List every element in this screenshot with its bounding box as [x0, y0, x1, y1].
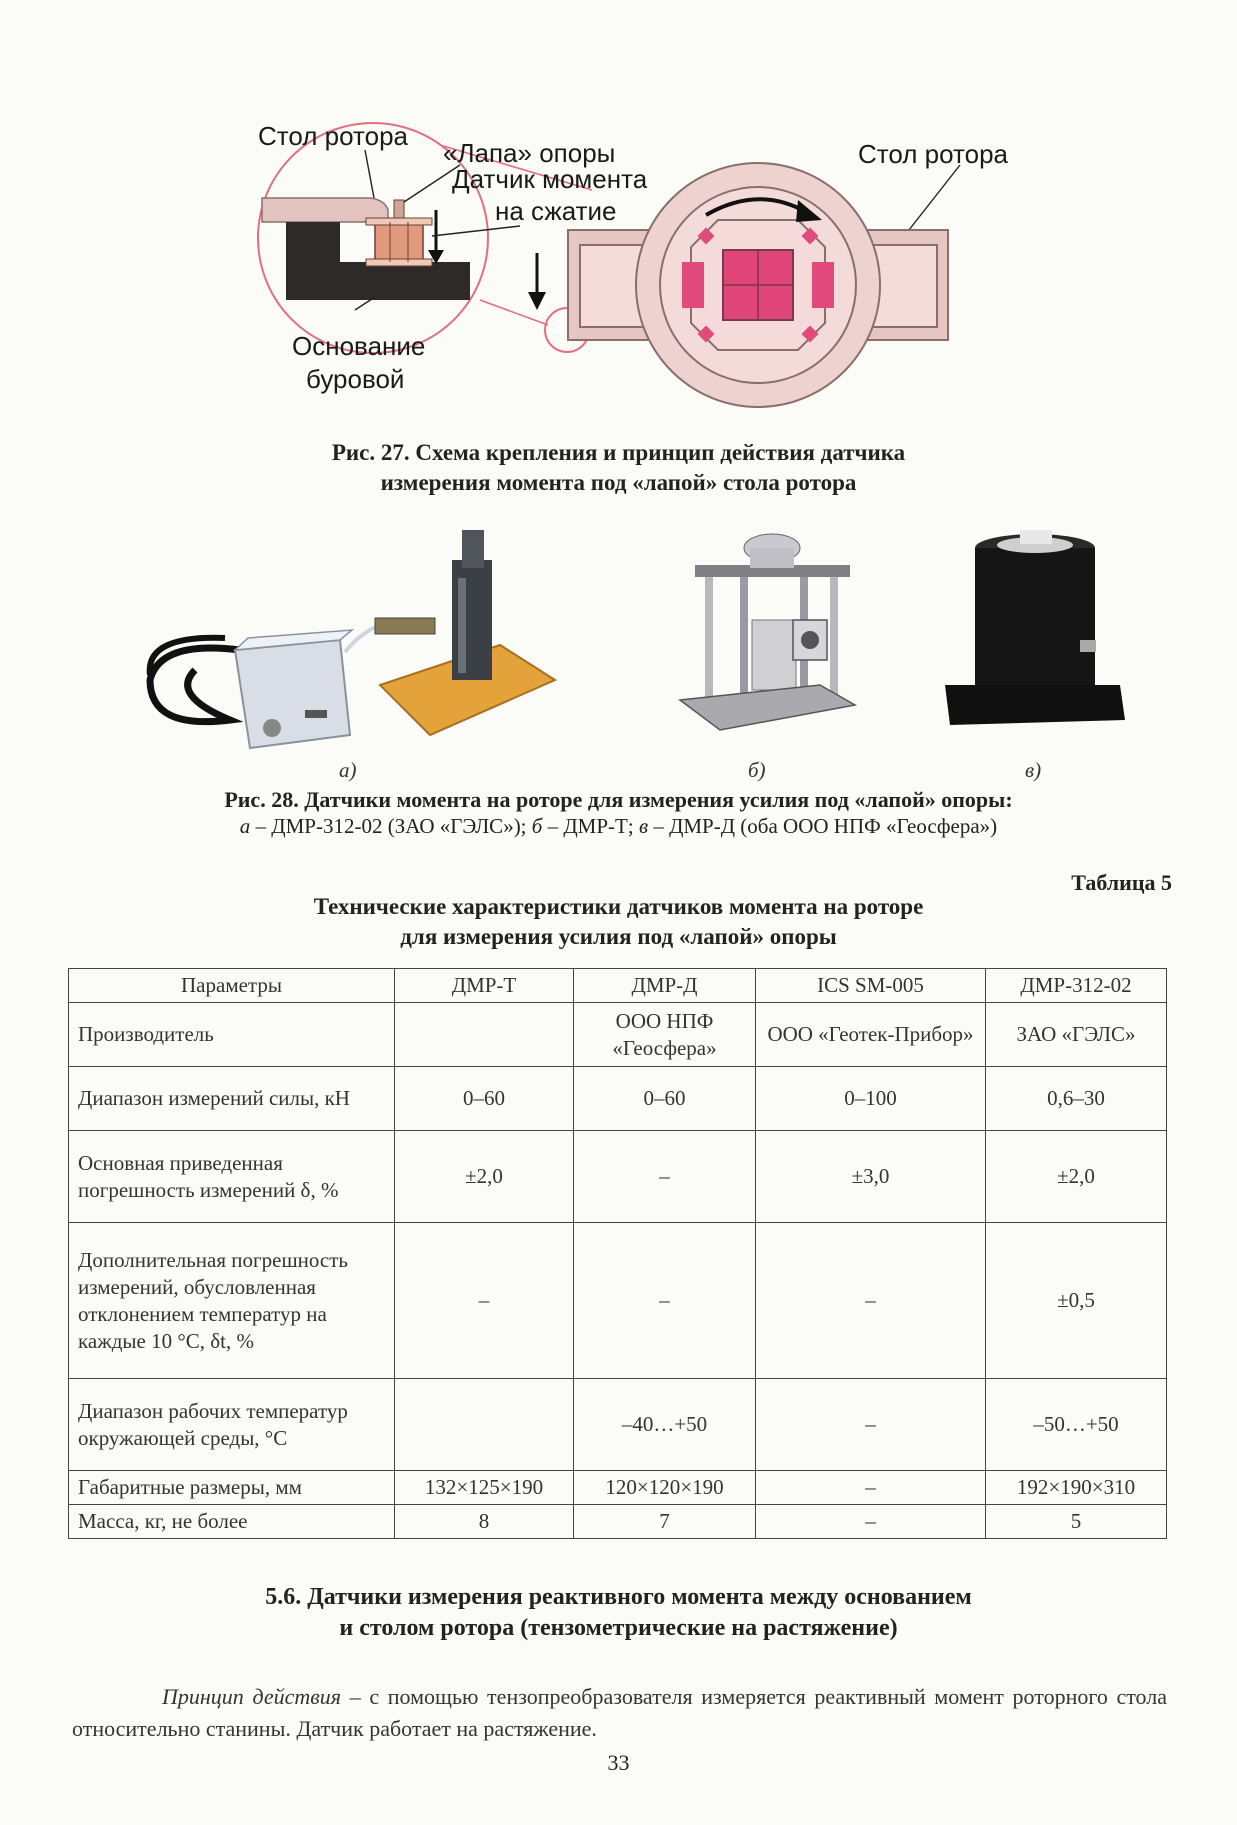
table-row: [69, 1223, 1167, 1379]
section-5-6-title: 5.6. Датчики измерения реактивного момента между основанием и столом ротора (тензометрические на растяжение): [265, 1584, 972, 1641]
sensor-plate-bottom: [366, 259, 432, 266]
table-cell: –40…+50: [574, 1379, 756, 1471]
table-cell: 5: [986, 1505, 1167, 1539]
paragraph-text: – с помощью тензопреобразователя измеряется реактивный момент роторного стола относительно станины. Датчик работает на растяжение.: [72, 1684, 1167, 1741]
table-5-title: Технические характеристики датчиков момента на роторе для измерения усилия под «лапой» опоры: [313, 894, 924, 949]
table-cell: ООО «Геотек-Прибор»: [756, 1003, 986, 1067]
table-cell: –: [395, 1223, 574, 1379]
figure-28-caption-details: а – ДМР-312-02 (ЗАО «ГЭЛС»); б – ДМР-Т; в – ДМР-Д (оба ООО НПФ «Геосфера»): [239, 814, 998, 838]
table-cell-parameter: Масса, кг, не более: [69, 1505, 395, 1539]
table-cell: [395, 1379, 574, 1471]
rotor-side-block-left: [682, 262, 704, 308]
label-stol-rotora-left: Стол ротора: [258, 121, 409, 151]
figure-28-letter-v: в): [1025, 758, 1042, 782]
table-cell: 132×125×190: [395, 1471, 574, 1505]
table-cell: ООО НПФ «Геосфера»: [574, 1003, 756, 1067]
table-row: [69, 1471, 1167, 1505]
table-cell-parameter: Габаритные размеры, мм: [69, 1471, 395, 1505]
rotor-side-block-right: [812, 262, 834, 308]
label-na-szhatie: на сжатие: [495, 196, 617, 226]
label-lapa-opory: «Лапа» опоры: [443, 138, 616, 168]
table-5-label: Таблица 5: [1071, 870, 1172, 895]
table-cell-parameter: Дополнительная погрешность измерений, обусловленная отклонением температур на каждые 10 °С, δt, %: [69, 1223, 395, 1379]
section-paragraph: [72, 1681, 1167, 1745]
table-header-row: [69, 969, 1167, 1003]
moment-sensor-detail: [375, 222, 423, 262]
table-cell: 0,6–30: [986, 1067, 1167, 1131]
force-arrow-large-icon: [528, 253, 546, 310]
table-row: [69, 1003, 1167, 1067]
figure-28-letter-a: а): [339, 758, 357, 782]
table-header-cell: ДМР-312-02: [986, 969, 1167, 1003]
table-cell: 192×190×310: [986, 1471, 1167, 1505]
table-row: [69, 1505, 1167, 1539]
table-cell: [395, 1003, 574, 1067]
table-cell: –: [574, 1223, 756, 1379]
sensor-plate-top: [366, 218, 432, 225]
junction-box: [235, 640, 350, 748]
label-burovoy: буровой: [306, 364, 405, 394]
table-cell: 0–60: [574, 1067, 756, 1131]
sensor-pin: [394, 200, 404, 218]
table-cell: –: [756, 1505, 986, 1539]
table-cell: 0–60: [395, 1067, 574, 1131]
figure-28-caption-bold: Рис. 28. Датчики момента на роторе для измерения усилия под «лапой» опоры:: [224, 787, 1013, 812]
figure-28-photos: [0, 520, 1237, 760]
figure-28-letter-b: б): [748, 758, 766, 782]
page-number: 33: [607, 1750, 630, 1775]
table-cell: ±2,0: [395, 1131, 574, 1223]
table-cell-parameter: Производитель: [69, 1003, 395, 1067]
label-osnovanie: Основание: [292, 331, 426, 361]
table-cell: –: [756, 1471, 986, 1505]
sensor-photo-b: [680, 534, 855, 730]
figure-27-caption-line-2: измерения момента под «лапой» стола ротора: [380, 470, 857, 495]
table-cell: 7: [574, 1505, 756, 1539]
table-cell-parameter: Основная приведенная погрешность измерений δ, %: [69, 1131, 395, 1223]
table-cell: –: [756, 1379, 986, 1471]
label-datchik-momenta: Датчик момента: [452, 164, 648, 194]
paragraph-lead: Принцип действия: [162, 1684, 342, 1709]
sensor-photo-a: [150, 530, 555, 748]
table-cell: 8: [395, 1505, 574, 1539]
cable-coil: [150, 648, 240, 722]
table-cell: ±3,0: [756, 1131, 986, 1223]
specifications-table: [68, 968, 1167, 1539]
figure-28-caption: [0, 786, 1237, 840]
table-header-cell: ДМР-Т: [395, 969, 574, 1003]
table-cell: –: [756, 1223, 986, 1379]
table-row: [69, 1379, 1167, 1471]
figure-27-caption-line-1: Рис. 27. Схема крепления и принцип действия датчика: [331, 440, 906, 465]
table-header-cell: ДМР-Д: [574, 969, 756, 1003]
table-cell: 0–100: [756, 1067, 986, 1131]
table-cell: –: [574, 1131, 756, 1223]
table-cell: –50…+50: [986, 1379, 1167, 1471]
table-cell-parameter: Диапазон измерений силы, кН: [69, 1067, 395, 1131]
table-row: [69, 1067, 1167, 1131]
sensor-photo-c: [945, 530, 1125, 725]
table-cell: ЗАО «ГЭЛС»: [986, 1003, 1167, 1067]
table-header-cell: Параметры: [69, 969, 395, 1003]
connector: [375, 618, 435, 634]
figure-27-caption: [0, 438, 1237, 498]
label-stol-rotora-right: Стол ротора: [858, 139, 1009, 169]
table-cell-parameter: Диапазон рабочих температур окружающей среды, °С: [69, 1379, 395, 1471]
table-cell: ±2,0: [986, 1131, 1167, 1223]
table-cell: ±0,5: [986, 1223, 1167, 1379]
table-header-cell: ICS SM-005: [756, 969, 986, 1003]
table-row: [69, 1131, 1167, 1223]
table-cell: 120×120×190: [574, 1471, 756, 1505]
figure-27-diagram: [0, 0, 1237, 430]
